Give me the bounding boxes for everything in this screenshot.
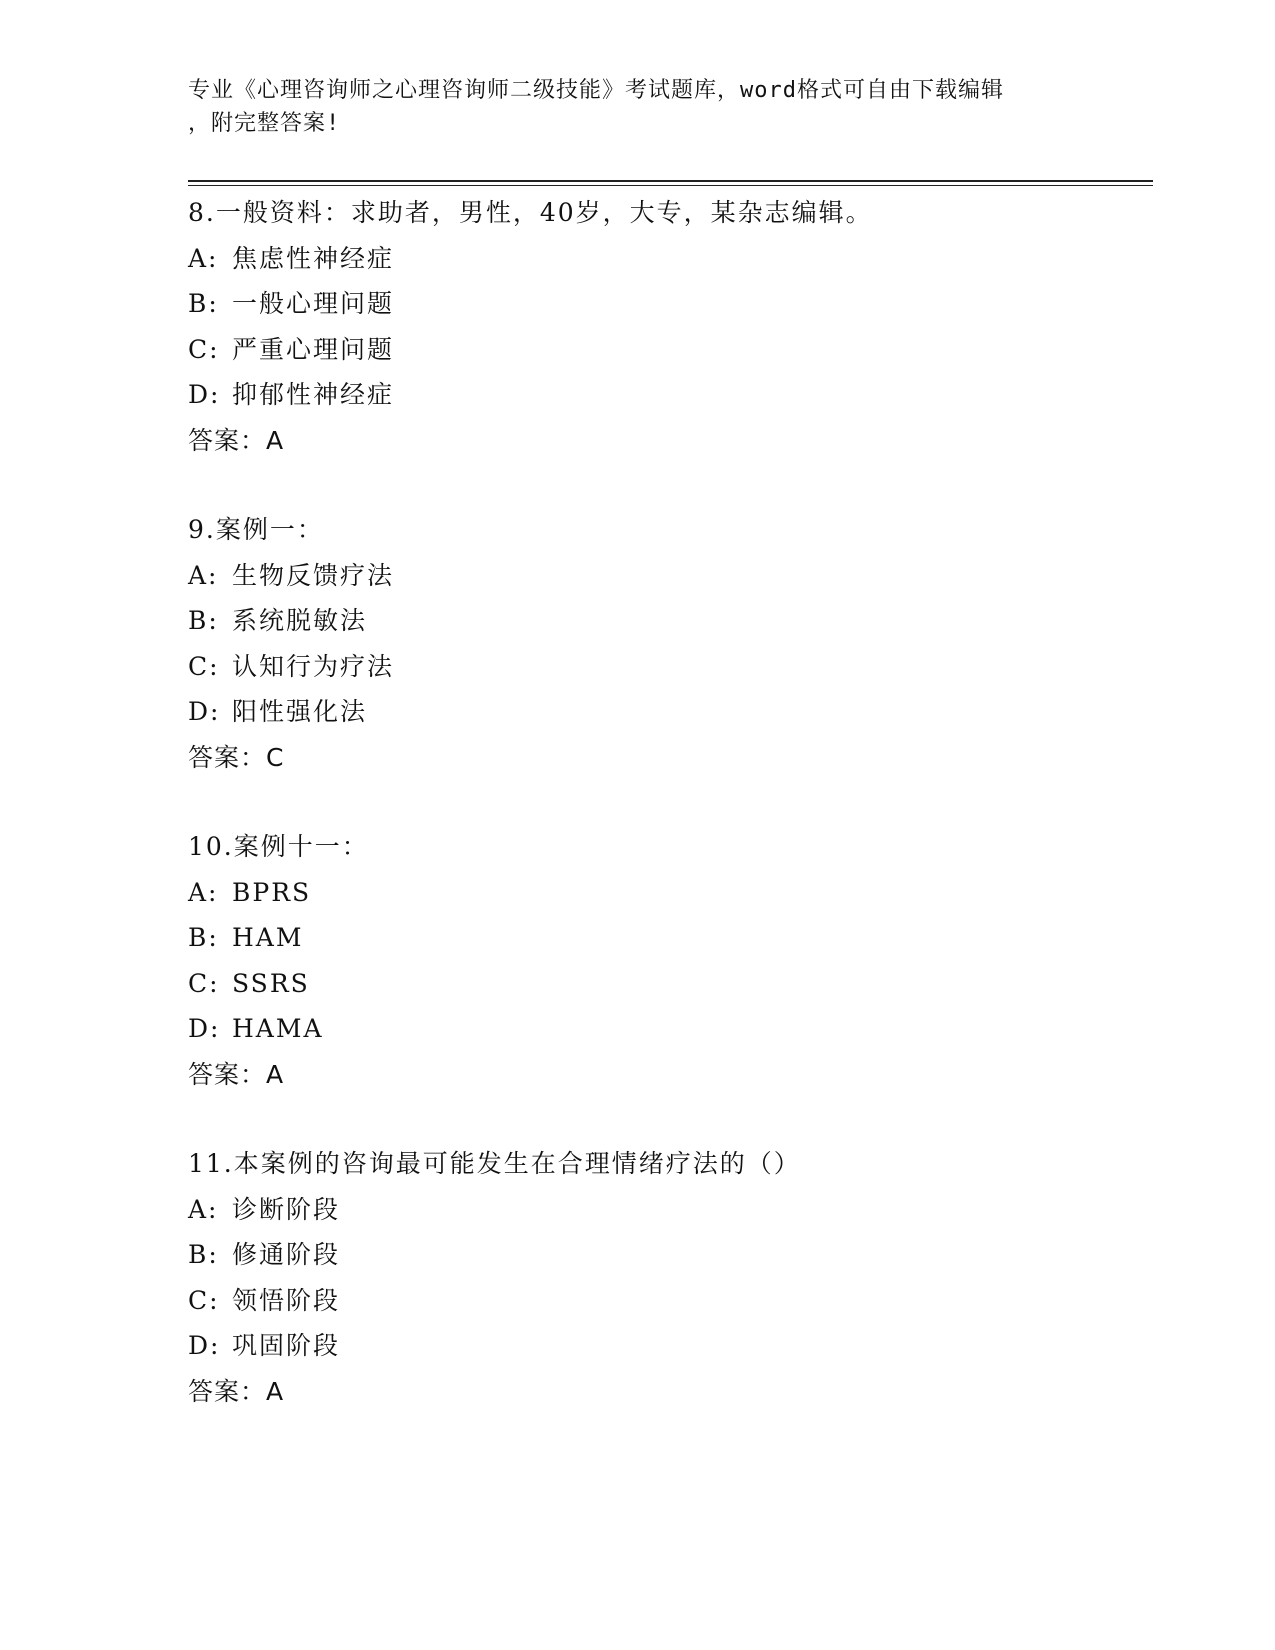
option-letter: A: (188, 243, 219, 273)
option-a (188, 1187, 1153, 1233)
question-10 (188, 824, 1153, 1097)
option-letter: C: (188, 651, 220, 681)
option-text: HAM (232, 923, 304, 952)
question-8 (188, 190, 1153, 463)
answer-line: 答案：A (188, 425, 285, 455)
option-d (188, 1323, 1153, 1369)
option-letter: B: (188, 923, 219, 952)
option-c (188, 644, 1153, 690)
option-letter: C: (188, 334, 220, 364)
option-d (188, 689, 1153, 735)
question-stem: 9.案例一： (188, 515, 324, 544)
option-c (188, 1278, 1153, 1324)
answer-line: 答案：A (188, 1059, 285, 1089)
question-stem: 11.本案例的咨询最可能发生在合理情绪疗法的（） (188, 1149, 801, 1178)
option-letter: B: (188, 289, 219, 318)
option-c (188, 327, 1153, 373)
header-line-2: ，附完整答案! (188, 111, 341, 136)
option-text: 诊断阶段 (232, 1194, 341, 1224)
option-text: 认知行为疗法 (232, 651, 395, 681)
option-b (188, 915, 1153, 961)
question-9 (188, 507, 1153, 780)
option-text: SSRS (232, 968, 310, 998)
question-list (188, 190, 1153, 1458)
option-letter: B: (188, 606, 219, 635)
option-text: 焦虑性神经症 (232, 243, 395, 273)
option-text: 领悟阶段 (232, 1285, 341, 1315)
option-a (188, 236, 1153, 282)
option-letter: D: (188, 380, 221, 409)
answer-line: 答案：C (188, 742, 285, 772)
option-text: 生物反馈疗法 (232, 560, 395, 590)
option-a (188, 553, 1153, 599)
option-letter: D: (188, 1014, 221, 1043)
question-stem: 8.一般资料：求助者，男性，40岁，大专，某杂志编辑。 (188, 198, 873, 227)
option-text: BPRS (232, 877, 312, 907)
option-c (188, 961, 1153, 1007)
question-stem: 10.案例十一： (188, 832, 369, 861)
page-header (188, 74, 1068, 140)
header-line-1: 专业《心理咨询师之心理咨询师二级技能》考试题库，word格式可自由下载编辑 (188, 78, 1004, 103)
option-b (188, 598, 1153, 644)
answer-line: 答案：A (188, 1376, 285, 1406)
option-text: 严重心理问题 (232, 334, 395, 364)
option-letter: D: (188, 1331, 221, 1360)
option-b (188, 281, 1153, 327)
option-a (188, 870, 1153, 916)
option-letter: A: (188, 560, 219, 590)
option-letter: A: (188, 1194, 219, 1224)
header-divider (188, 180, 1153, 186)
option-letter: D: (188, 697, 221, 726)
option-text: 阳性强化法 (232, 697, 368, 726)
option-letter: C: (188, 968, 220, 998)
option-text: 巩固阶段 (232, 1331, 341, 1360)
option-d (188, 372, 1153, 418)
option-text: HAMA (232, 1014, 324, 1043)
question-11 (188, 1141, 1153, 1414)
option-letter: A: (188, 877, 219, 907)
option-letter: B: (188, 1240, 219, 1269)
option-text: 修通阶段 (232, 1240, 341, 1269)
option-text: 抑郁性神经症 (232, 380, 395, 409)
option-letter: C: (188, 1285, 220, 1315)
option-text: 系统脱敏法 (232, 606, 368, 635)
option-d (188, 1006, 1153, 1052)
option-b (188, 1232, 1153, 1278)
option-text: 一般心理问题 (232, 289, 395, 318)
